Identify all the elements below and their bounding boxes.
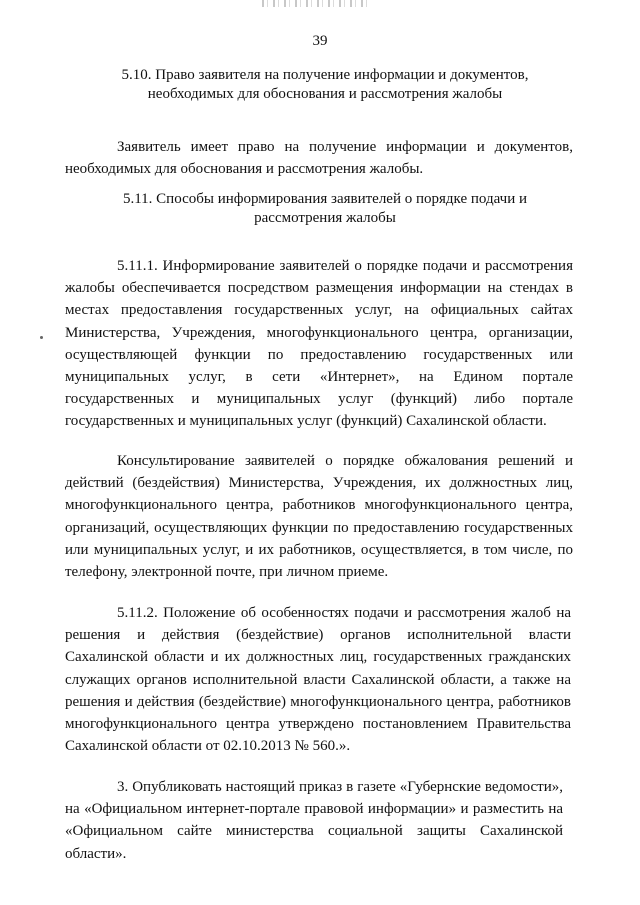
section-5-11-heading: 5.11. Способы информирования заявителей о порядке подачи и рассмотрения жалобы bbox=[122, 191, 528, 226]
section-5-11-1-paragraph: 5.11.1. Информирование заявителей о порядке подачи и рассмотрения жалобы обеспечивается посредством размещения информации на стендах в местах предоставления государственных услуг, на официальных сайтах Министерства, Учреждения, многофункционального центра, организации, осуществляющей функции по предоставлению государственных или муниципальных услуг, в сети «Интернет», на Едином портале государственных и муниципальных услуг (функций) либо портале государственных и муниципальных услуг (функций) Сахалинской области. bbox=[65, 258, 573, 430]
section-5-11-2-paragraph: 5.11.2. Положение об особенностях подачи и рассмотрения жалоб на решения и действия (бездействие) органов исполнительной власти Сахалинской области и их должностных лиц, государственных гражданских служащих органов исполнительной власти Сахалинской области, а также на решения и действия (бездействие) многофункционального центра, работников многофункционального центра утверждено постановлением Правительства Сахалинской области от 02.10.2013 № 560.». bbox=[65, 605, 571, 755]
margin-dot bbox=[40, 336, 43, 339]
item-3-paragraph: 3. Опубликовать настоящий приказ в газете «Губернские ведомости», на «Официальном интернет-портале правовой информации» и разместить на «Официальном сайте министерства социальной защиты Сахалинской области». bbox=[65, 779, 563, 862]
section-5-10-heading: 5.10. Право заявителя на получение информации и документов, необходимых для обоснования и рассмотрения жалобы bbox=[121, 67, 529, 102]
consultation-paragraph: Консультирование заявителей о порядке обжалования решений и действий (бездействия) Министерства, Учреждения, их должностных лиц, многофункционального центра, работников многофункционального центра, организаций, осуществляющих функции по предоставлению государственных или муниципальных услуг, и их работников, осуществляется, в том числе, по телефону, электронной почте, при личном приеме. bbox=[65, 453, 573, 581]
page-number: 39 bbox=[312, 33, 328, 49]
section-5-10-paragraph: Заявитель имеет право на получение информации и документов, необходимых для обоснования и рассмотрения жалобы. bbox=[65, 139, 573, 178]
scan-artifact bbox=[262, 0, 367, 7]
